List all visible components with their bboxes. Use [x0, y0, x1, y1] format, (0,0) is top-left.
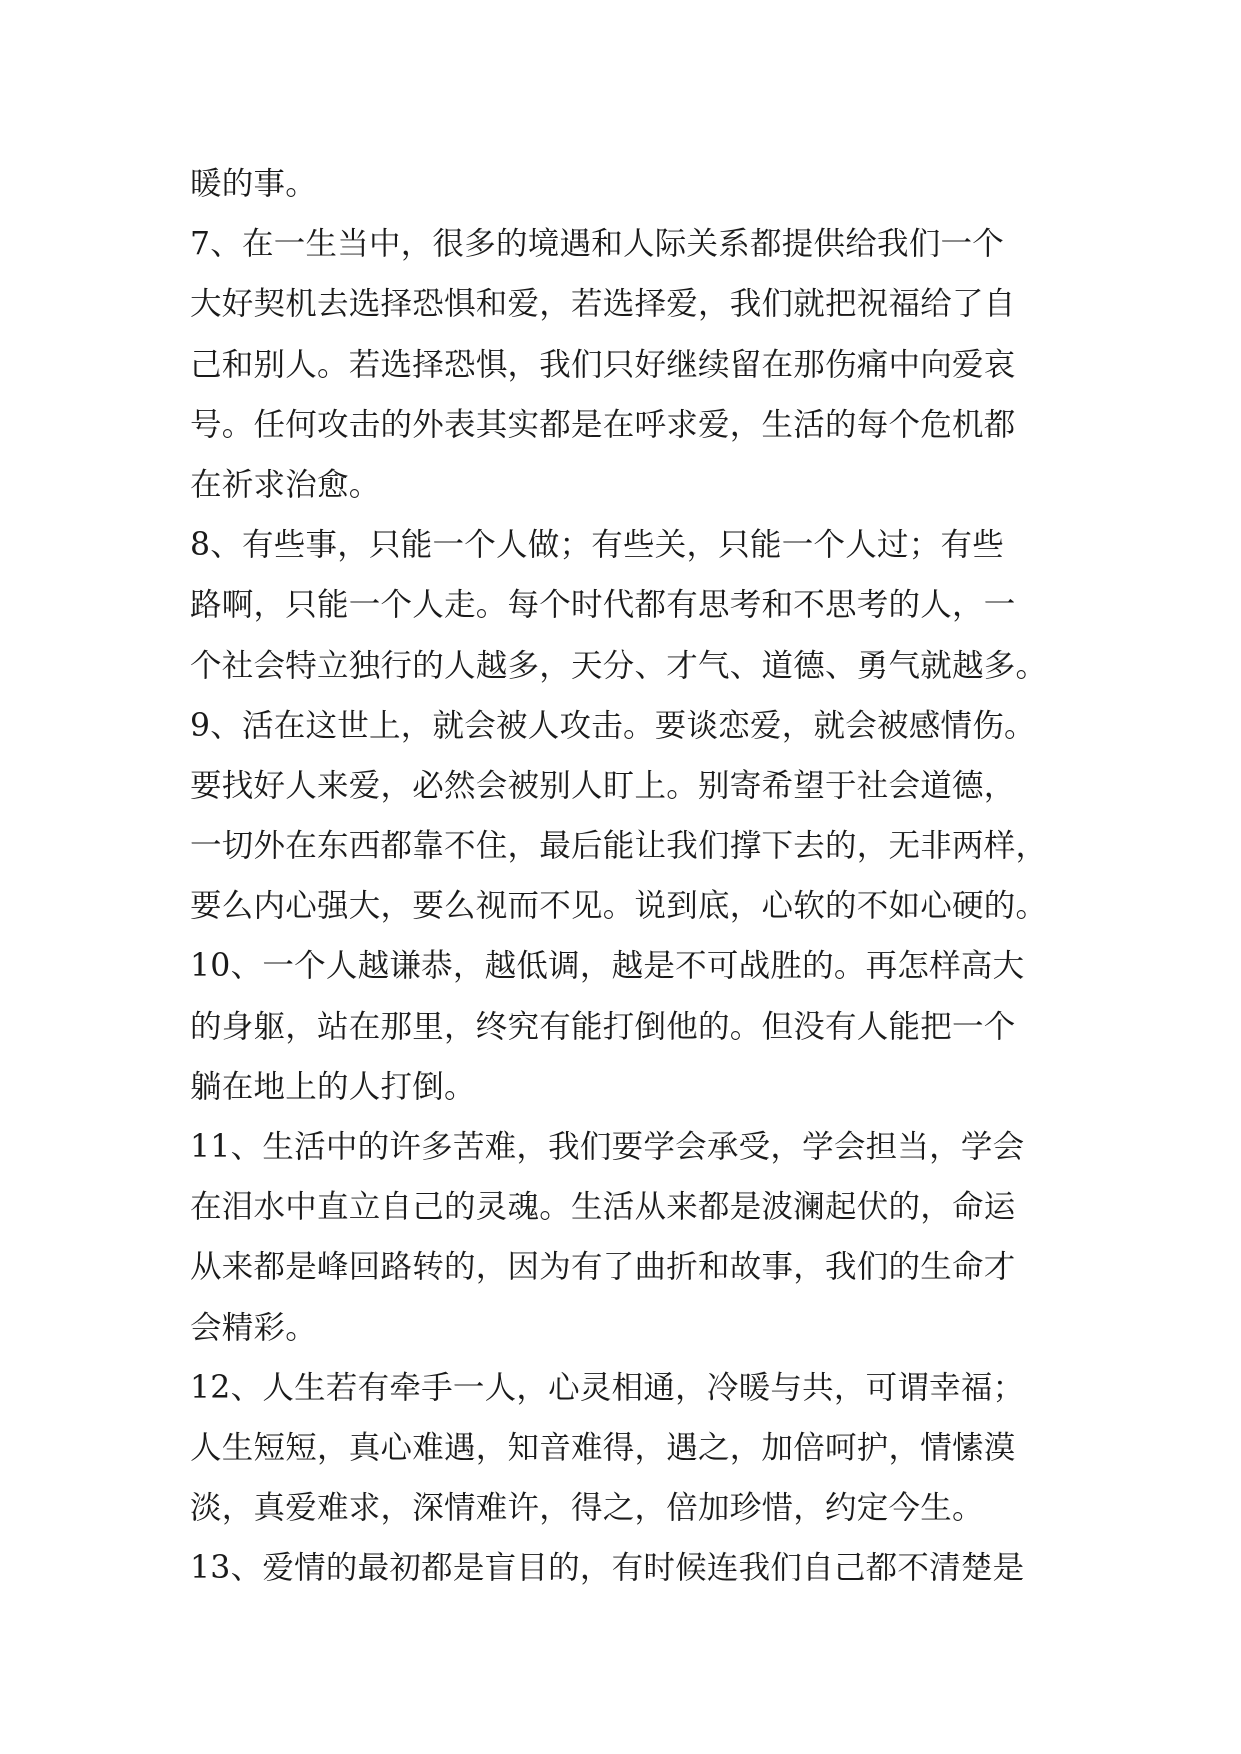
text-line: 路啊，只能一个人走。每个时代都有思考和不思考的人，一: [190, 587, 1016, 624]
text-line: 11、生活中的许多苦难，我们要学会承受，学会担当，学会: [190, 1129, 1025, 1165]
text-line: 7、在一生当中，很多的境遇和人际关系都提供给我们一个: [190, 226, 1005, 263]
text-line: 从来都是峰回路转的，因为有了曲折和故事，我们的生命才: [190, 1249, 1016, 1286]
text-line: 人生短短，真心难遇，知音难得，遇之，加倍呵护，情愫漠: [190, 1429, 1016, 1466]
text-line: 躺在地上的人打倒。: [190, 1068, 476, 1105]
text-line: 大好契机去选择恐惧和爱，若选择爱，我们就把祝福给了自: [190, 286, 1016, 323]
text-line: 要找好人来爱，必然会被别人盯上。别寄希望于社会道德，: [190, 767, 1016, 804]
text-line: 一切外在东西都靠不住，最后能让我们撑下去的，无非两样，: [190, 828, 1048, 865]
text-line: 13、爱情的最初都是盲目的，有时候连我们自己都不清楚是: [190, 1550, 1025, 1587]
text-line: 在祈求治愈。: [190, 466, 381, 503]
text-line: 暖的事。: [190, 166, 318, 202]
body-text: [190, 154, 1080, 1599]
text-line: 个社会特立独行的人越多，天分、才气、道德、勇气就越多。: [190, 647, 1048, 684]
text-line: 淡，真爱难求，深情难许，得之，倍加珍惜，约定今生。: [190, 1490, 984, 1527]
text-line: 9、活在这世上，就会被人攻击。要谈恋爱，就会被感情伤。: [190, 707, 1036, 744]
text-line: 的身躯，站在那里，终究有能打倒他的。但没有人能把一个: [190, 1008, 1016, 1045]
text-line: 己和别人。若选择恐惧，我们只好继续留在那伤痛中向爱哀: [190, 346, 1016, 383]
text-line: 10、一个人越谦恭，越低调，越是不可战胜的。再怎样高大: [190, 948, 1025, 985]
text-line: 会精彩。: [190, 1309, 318, 1346]
text-line: 8、有些事，只能一个人做；有些关，只能一个人过；有些: [190, 527, 1005, 564]
text-line: 12、人生若有牵手一人，心灵相通，冷暖与共，可谓幸福；: [190, 1369, 1025, 1406]
text-line: 号。任何攻击的外表其实都是在呼求爱，生活的每个危机都: [190, 406, 1016, 443]
text-line: 在泪水中直立自己的灵魂。生活从来都是波澜起伏的，命运: [190, 1189, 1016, 1226]
text-line: 要么内心强大，要么视而不见。说到底，心软的不如心硬的。: [190, 888, 1048, 925]
